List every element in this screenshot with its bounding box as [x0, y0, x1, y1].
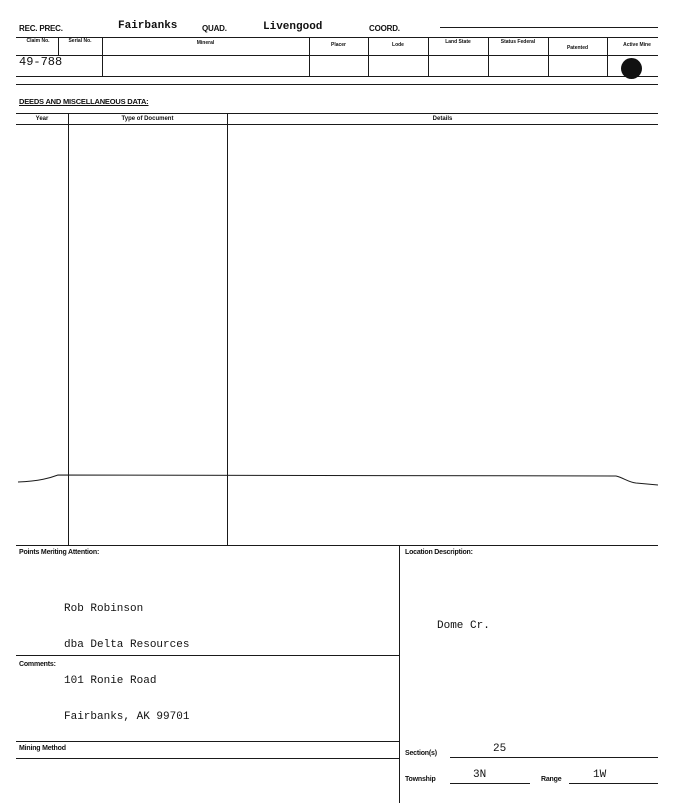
- township-line: [450, 783, 530, 784]
- deeds-top-rule: [16, 113, 658, 114]
- col-placer: Placer: [330, 42, 346, 48]
- col-type-of-document: Type of Document: [121, 116, 174, 122]
- points-label: Points Meriting Attention:: [19, 549, 100, 556]
- lower-center-divider: [399, 545, 400, 803]
- points-line: Fairbanks, AK 99701: [64, 711, 190, 723]
- claims-divider: [607, 37, 608, 76]
- col-details: Details: [432, 116, 453, 122]
- lower-top-rule: [16, 545, 658, 546]
- comments-top-rule: [16, 655, 399, 656]
- township-label: Township: [405, 776, 436, 783]
- location-label: Location Description:: [405, 549, 473, 556]
- col-patented: Patented: [566, 45, 589, 51]
- claims-top-rule: [16, 37, 658, 38]
- mining-method-bottom-rule: [16, 758, 399, 759]
- range-value: 1W: [593, 769, 607, 781]
- fold-line: [0, 466, 678, 496]
- quad-value: Livengood: [263, 21, 323, 33]
- points-address: [64, 579, 189, 735]
- col-land-state: Land State: [445, 39, 471, 45]
- section-value: 25: [493, 743, 507, 755]
- col-mineral: Mineral: [196, 40, 215, 46]
- mining-method-top-rule: [16, 741, 399, 742]
- coord-line: [440, 27, 658, 28]
- mining-method-label: Mining Method: [19, 745, 66, 752]
- active-mine-dot: [621, 58, 642, 79]
- points-line: dba Delta Resources: [64, 639, 190, 651]
- col-lode: Lode: [392, 42, 404, 48]
- range-label: Range: [541, 776, 562, 783]
- quad-label: QUAD.: [202, 24, 227, 33]
- claims-bottom-rule: [16, 76, 658, 77]
- col-claim-no: Claim No.: [26, 38, 50, 44]
- points-line: 101 Ronie Road: [64, 675, 157, 687]
- section-line: [450, 757, 658, 758]
- col-active-mine: Active Mine: [623, 42, 651, 48]
- coord-label: COORD.: [369, 24, 400, 33]
- range-line: [569, 783, 658, 784]
- township-value: 3N: [473, 769, 487, 781]
- claims-divider: [428, 37, 429, 76]
- col-serial-no: Serial No.: [68, 38, 92, 44]
- location-value: Dome Cr.: [437, 620, 490, 632]
- claims-divider: [58, 37, 59, 55]
- claims-divider: [548, 37, 549, 76]
- claims-underline: [16, 84, 658, 85]
- claims-header-rule: [16, 55, 658, 56]
- rec-prec-label: REC. PREC.: [19, 24, 63, 33]
- deeds-section-title: DEEDS AND MISCELLANEOUS DATA:: [19, 97, 149, 106]
- comments-label: Comments:: [19, 661, 56, 668]
- points-line: Rob Robinson: [64, 603, 144, 615]
- claim-no-value: 49-788: [19, 55, 63, 69]
- section-label: Section(s): [405, 750, 437, 757]
- claims-divider: [488, 37, 489, 76]
- deeds-header-rule: [16, 124, 658, 125]
- rec-prec-value: Fairbanks: [118, 20, 178, 32]
- col-status-federal: Status Federal: [500, 39, 536, 45]
- col-year: Year: [35, 116, 49, 122]
